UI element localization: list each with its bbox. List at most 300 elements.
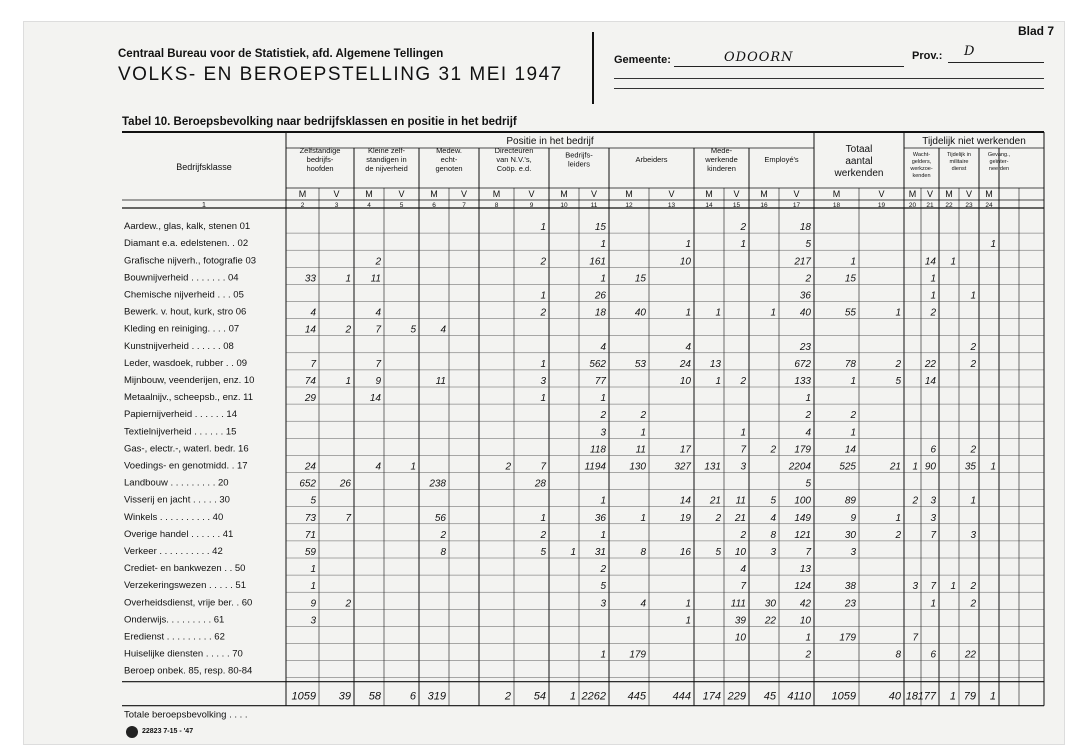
cell-value: 7	[740, 444, 746, 456]
cell-value: 4	[805, 427, 811, 439]
cell-value: 21	[889, 461, 901, 473]
cell-value: 3	[850, 547, 856, 558]
cell-value: 11	[435, 376, 446, 387]
cell-value: 1	[715, 307, 721, 319]
cell-value: 74	[304, 376, 316, 387]
census-title: VOLKS- EN BEROEPSTELLING 31 MEI 1947	[118, 64, 563, 85]
cell-value: 1	[600, 495, 606, 507]
cell-value: 1	[990, 461, 996, 473]
total-value: 58	[368, 690, 381, 703]
cell-value: 15	[844, 273, 856, 285]
cell-value: 1	[540, 358, 546, 370]
cell-value: 15	[634, 273, 646, 285]
cell-value: 6	[930, 649, 936, 661]
cell-value: 2	[850, 410, 856, 422]
cell-value: 2	[740, 222, 746, 234]
cell-value: 29	[304, 393, 316, 405]
cell-value: 4	[375, 307, 381, 319]
cell-value: 8	[770, 529, 776, 541]
cell-value: 22	[964, 649, 976, 661]
positie-header: Positie in het bedrijf	[506, 136, 594, 147]
group-header: Employé's	[764, 155, 799, 164]
total-value: 1059	[831, 690, 856, 703]
mv-header: M	[560, 189, 568, 199]
cell-value: 53	[634, 358, 646, 370]
cell-value: 2	[805, 273, 811, 285]
cell-value: 2	[970, 581, 976, 593]
group-header: Zelfstandige	[299, 146, 341, 155]
mv-header: V	[668, 189, 675, 199]
cell-value: 7	[345, 512, 351, 524]
column-number: 18	[832, 202, 841, 209]
cell-value: 89	[844, 495, 856, 507]
cell-value: 124	[794, 581, 811, 593]
cell-value: 11	[370, 273, 381, 285]
gemeente-value: ODOORN	[724, 50, 794, 65]
cell-value: 2	[505, 461, 511, 473]
cell-value: 1	[310, 564, 316, 576]
cell-value: 100	[794, 495, 811, 507]
cell-value: 2	[540, 307, 546, 319]
cell-value: 1194	[584, 461, 606, 473]
cell-value: 1	[685, 615, 691, 627]
cell-value: 73	[304, 512, 316, 524]
cell-value: 10	[679, 256, 691, 268]
group-header: werkende	[705, 155, 738, 164]
group-header: kinderen	[707, 164, 736, 173]
row-label: Mijnbouw, veenderijen, enz. 10	[124, 375, 255, 386]
mv-header: M	[298, 189, 307, 199]
row-label: Voedings- en genotmidd. . 17	[124, 460, 248, 472]
cell-value: 4	[740, 564, 746, 576]
cell-value: 1	[895, 512, 901, 524]
cell-value: 3	[600, 427, 606, 439]
total-value: 79	[963, 690, 976, 703]
cell-value: 36	[594, 512, 606, 524]
group-header: echt-	[440, 155, 458, 164]
row-label: Leder, wasdoek, rubber . . 09	[124, 357, 248, 369]
cell-value: 1	[930, 598, 936, 610]
cell-value: 5	[540, 547, 546, 558]
row-label: Eredienst . . . . . . . . . 62	[124, 631, 225, 643]
cell-value: 2204	[788, 461, 811, 473]
mv-header: V	[733, 189, 740, 199]
cell-value: 10	[734, 632, 746, 644]
cell-value: 1	[540, 393, 546, 405]
cell-value: 2	[895, 529, 901, 541]
cell-value: 130	[629, 461, 646, 473]
cell-value: 2	[805, 410, 811, 422]
cell-value: 8	[440, 547, 446, 558]
cell-value: 2	[740, 376, 746, 387]
cell-value: 26	[339, 478, 351, 490]
cell-value: 14	[924, 256, 936, 268]
cell-value: 31	[594, 547, 606, 558]
row-label: Aardew., glas, kalk, stenen 01	[124, 221, 251, 233]
cell-value: 1	[930, 273, 936, 285]
cell-value: 2	[805, 649, 811, 661]
row-label: Metaalnijv., scheepsb., enz. 11	[124, 392, 254, 404]
mv-header: V	[926, 189, 934, 199]
cell-value: 133	[794, 376, 811, 387]
cell-value: 1	[570, 547, 576, 558]
column-number: 17	[792, 202, 801, 209]
group-header: bedrijfs-	[306, 155, 334, 164]
cell-value: 1	[685, 239, 691, 251]
total-value: 2	[504, 690, 511, 703]
cell-value: 78	[844, 358, 856, 370]
row-label: Gas-, electr.-, waterl. bedr. 16	[124, 443, 249, 455]
column-number: 21	[926, 202, 934, 209]
cell-value: 24	[679, 358, 691, 370]
cell-value: 1	[770, 307, 776, 319]
cell-value: 3	[970, 529, 976, 541]
cell-value: 1	[970, 290, 976, 302]
column-number: 8	[494, 202, 499, 209]
cell-value: 652	[299, 478, 316, 490]
cell-value: 36	[799, 290, 811, 302]
cell-value: 3	[930, 512, 936, 524]
cell-value: 22	[924, 358, 936, 370]
cell-value: 1	[600, 529, 606, 541]
cell-value: 2	[375, 256, 381, 268]
mv-header: V	[793, 189, 800, 199]
tn-group-header: Tijdelijk in	[947, 152, 971, 158]
cell-value: 1	[600, 393, 606, 405]
mv-header: M	[985, 189, 993, 199]
cell-value: 13	[799, 564, 811, 576]
gemeente-label: Gemeente:	[614, 54, 671, 66]
total-value: 319	[427, 690, 446, 703]
cell-value: 1	[640, 512, 646, 524]
mv-header: V	[528, 189, 535, 199]
cell-value: 4	[685, 341, 691, 353]
cell-value: 179	[839, 632, 856, 644]
cell-value: 2	[540, 256, 546, 268]
cell-value: 1	[310, 581, 316, 593]
cell-value: 3	[912, 581, 918, 593]
mv-header: V	[878, 189, 885, 199]
cell-value: 1	[912, 461, 918, 473]
cell-value: 7	[375, 324, 381, 336]
column-number: 20	[908, 202, 917, 209]
cell-value: 4	[640, 598, 646, 610]
census-form-sheet	[24, 22, 1064, 744]
total-value: 2262	[581, 690, 606, 703]
tn-group-header: werkzoe-	[910, 166, 933, 172]
cell-value: 2	[740, 529, 746, 541]
group-header: de nijverheid	[365, 164, 408, 173]
cell-value: 1	[685, 307, 691, 319]
cell-value: 1	[950, 256, 956, 268]
cell-value: 9	[310, 598, 316, 610]
row-label: Bouwnijverheid . . . . . . . 04	[124, 272, 239, 284]
cell-value: 149	[794, 512, 811, 524]
cell-value: 2	[345, 598, 351, 610]
column-number: 19	[877, 202, 886, 209]
cell-value: 1	[850, 376, 856, 387]
cell-value: 14	[924, 376, 936, 387]
row-label: Bewerk. v. hout, kurk, stro 06	[124, 306, 247, 318]
column-number: 9	[529, 202, 534, 209]
column-number: 15	[732, 202, 741, 209]
cell-value: 23	[799, 341, 811, 353]
group-header: hoofden	[306, 164, 334, 173]
cell-value: 59	[304, 547, 316, 558]
column-number: 4	[367, 202, 371, 209]
mv-header: M	[832, 189, 841, 199]
cell-value: 3	[740, 461, 746, 473]
totaal-header: werkenden	[834, 168, 884, 179]
cell-value: 23	[844, 598, 856, 610]
column-number: 7	[462, 202, 466, 209]
column-number: 13	[667, 202, 676, 209]
cell-value: 1	[850, 427, 856, 439]
group-header: van N.V.'s,	[496, 155, 532, 164]
column-number: 16	[760, 202, 768, 209]
cell-value: 5	[715, 547, 721, 558]
tn-group-header: gelders,	[911, 159, 932, 165]
cell-value: 14	[369, 393, 381, 405]
cell-value: 2	[600, 410, 606, 422]
cell-value: 2	[600, 564, 606, 576]
cell-value: 2	[970, 358, 976, 370]
row-label: Landbouw . . . . . . . . . 20	[124, 477, 229, 489]
cell-value: 90	[924, 461, 936, 473]
cell-value: 1	[740, 239, 746, 251]
cell-value: 1	[685, 598, 691, 610]
cell-value: 7	[930, 529, 936, 541]
cell-value: 22	[764, 615, 776, 627]
cell-value: 1	[970, 495, 976, 507]
group-header: Medew.	[436, 146, 462, 155]
cell-value: 5	[805, 239, 811, 251]
cell-value: 28	[534, 478, 546, 490]
group-header: Directeuren	[494, 146, 534, 155]
row-label: Winkels . . . . . . . . . . 40	[124, 511, 224, 523]
tn-group-header: neerden	[988, 166, 1010, 172]
cell-value: 1	[805, 632, 811, 644]
page-number: Blad 7	[1017, 24, 1054, 38]
cell-value: 16	[679, 547, 691, 558]
totals-label: Totale beroepsbevolking . . . .	[124, 709, 248, 721]
cell-value: 10	[734, 547, 746, 558]
row-label: Overheidsdienst, vrije ber. . 60	[124, 597, 253, 609]
group-header: genoten	[435, 164, 463, 173]
cell-value: 7	[930, 581, 936, 593]
cell-value: 1	[805, 393, 811, 405]
column-number: 1	[202, 202, 206, 209]
total-value: 1	[989, 690, 996, 703]
row-label: Crediet- en bankwezen . . 50	[124, 563, 246, 575]
cell-value: 30	[764, 598, 776, 610]
tijdelijk-header: Tijdelijk niet werkenden	[922, 136, 1026, 147]
cell-value: 2	[970, 598, 976, 610]
cell-value: 2	[440, 529, 446, 541]
cell-value: 1	[345, 273, 351, 285]
cell-value: 3	[770, 547, 776, 558]
total-value: 444	[672, 690, 691, 703]
total-value: 40	[888, 690, 901, 703]
cell-value: 13	[709, 358, 721, 370]
cell-value: 7	[310, 358, 316, 370]
tn-group-header: Wacht-	[912, 152, 931, 158]
cell-value: 7	[805, 547, 811, 558]
row-label: Kleding en reiniging. . . . 07	[124, 323, 240, 335]
column-number: 5	[399, 202, 404, 209]
cell-value: 179	[629, 649, 646, 661]
cell-value: 2	[930, 307, 936, 319]
row-label: Grafische nijverh., fotografie 03	[124, 255, 257, 267]
column-number: 2	[300, 202, 305, 209]
row-label: Verkeer . . . . . . . . . . 42	[124, 546, 223, 557]
cell-value: 5	[600, 581, 606, 593]
cell-value: 1	[540, 290, 546, 302]
cell-value: 2	[970, 341, 976, 353]
cell-value: 2	[770, 444, 776, 456]
total-value: 1	[569, 690, 576, 703]
cell-value: 17	[679, 444, 691, 456]
cell-value: 5	[310, 495, 316, 507]
cell-value: 55	[844, 307, 856, 319]
statistics-table	[24, 22, 1064, 744]
cell-value: 24	[304, 461, 316, 473]
group-header: Arbeiders	[635, 155, 668, 164]
total-value: 1059	[291, 690, 316, 703]
cell-value: 7	[912, 632, 918, 644]
cell-value: 525	[839, 461, 856, 473]
mv-header: M	[760, 189, 768, 199]
cell-value: 71	[304, 529, 316, 541]
organization-name: Centraal Bureau voor de Statistiek, afd. Algemene Tellingen	[118, 48, 444, 60]
cell-value: 1	[950, 581, 956, 593]
cell-value: 3	[310, 615, 316, 627]
column-number: 12	[625, 202, 633, 209]
bedrijfsklasse-header: Bedrijfsklasse	[176, 162, 232, 172]
mv-header: M	[945, 189, 953, 199]
column-number: 14	[705, 202, 713, 209]
cell-value: 6	[930, 444, 936, 456]
cell-value: 3	[540, 376, 546, 387]
total-value: 1	[949, 690, 956, 703]
totaal-header: aantal	[845, 156, 873, 167]
tn-group-header: geïnter-	[989, 159, 1009, 165]
row-label: Diamant e.a. edelstenen. . 02	[124, 238, 249, 250]
cell-value: 1	[895, 307, 901, 319]
row-label: Visserij en jacht . . . . . 30	[124, 494, 230, 506]
row-label: Papiernijverheid . . . . . . 14	[124, 409, 238, 421]
mv-header: V	[965, 189, 973, 199]
cell-value: 15	[594, 222, 606, 234]
cell-value: 4	[600, 341, 606, 353]
column-number: 10	[560, 202, 568, 209]
cell-value: 10	[679, 376, 691, 387]
row-label: Textielnijverheid . . . . . . 15	[124, 426, 237, 438]
mv-header: V	[590, 189, 598, 199]
cell-value: 18	[799, 222, 811, 234]
row-label: Beroep onbek. 85, resp. 80-84	[124, 665, 253, 677]
cell-value: 1	[740, 427, 746, 439]
cell-value: 1	[850, 256, 856, 268]
cell-value: 2	[912, 495, 918, 507]
cell-value: 35	[964, 461, 976, 473]
cell-value: 3	[930, 495, 936, 507]
cell-value: 7	[375, 358, 381, 370]
cell-value: 5	[410, 324, 416, 336]
cell-value: 18	[594, 307, 606, 319]
cell-value: 161	[589, 256, 606, 268]
cell-value: 121	[794, 529, 811, 541]
column-number: 22	[945, 202, 953, 209]
cell-value: 327	[674, 461, 691, 473]
cell-value: 3	[600, 598, 606, 610]
mv-header: V	[460, 189, 468, 199]
cell-value: 40	[799, 307, 811, 319]
group-header: Kleine zelf-	[367, 146, 406, 155]
cell-value: 1	[540, 512, 546, 524]
total-value: 445	[627, 690, 646, 703]
group-header: Coöp. e.d.	[496, 164, 532, 173]
province-label: Prov.:	[912, 50, 943, 62]
total-value: 18	[905, 690, 918, 703]
cell-value: 1	[540, 222, 546, 234]
cell-value: 8	[640, 547, 646, 558]
mv-header: V	[333, 189, 340, 199]
cell-value: 562	[589, 358, 606, 370]
column-number: 3	[334, 202, 339, 209]
cell-value: 5	[805, 478, 811, 490]
cell-value: 131	[704, 461, 721, 473]
cell-value: 4	[310, 307, 316, 319]
table-title: Tabel 10. Beroepsbevolking naar bedrijfsklassen en positie in het bedrijf	[122, 116, 517, 128]
cell-value: 217	[794, 256, 811, 268]
cell-value: 1	[345, 376, 351, 387]
cell-value: 1	[640, 427, 646, 439]
cell-value: 1	[600, 239, 606, 251]
group-header: leiders	[567, 159, 591, 169]
total-value: 6	[409, 690, 416, 703]
row-label: Verzekeringswezen . . . . . 51	[124, 580, 246, 592]
cell-value: 238	[429, 478, 446, 490]
cell-value: 5	[770, 495, 776, 507]
cell-value: 2	[970, 444, 976, 456]
cell-value: 1	[600, 649, 606, 661]
row-label: Huiselijke diensten . . . . . 70	[124, 648, 243, 660]
group-header: Mede-	[710, 146, 733, 155]
cell-value: 1	[930, 290, 936, 302]
cell-value: 9	[850, 512, 856, 524]
cell-value: 118	[590, 444, 606, 456]
row-label: Kunstnijverheid . . . . . . 08	[124, 340, 234, 352]
cell-value: 179	[794, 444, 811, 456]
cell-value: 21	[734, 512, 746, 524]
cell-value: 77	[594, 376, 606, 387]
cell-value: 39	[734, 615, 746, 627]
cell-value: 672	[794, 358, 811, 370]
cell-value: 2	[345, 324, 351, 336]
cell-value: 42	[799, 598, 811, 610]
mv-header: M	[365, 189, 373, 199]
mv-header: M	[908, 189, 917, 199]
mv-header: M	[625, 189, 633, 199]
cell-value: 11	[635, 444, 646, 456]
printer-logo-icon	[126, 726, 138, 738]
cell-value: 4	[375, 461, 381, 473]
tn-group-header: militaire	[949, 159, 969, 165]
total-value: 177	[917, 690, 936, 703]
total-value: 4110	[787, 690, 811, 703]
totaal-header: Totaal	[845, 144, 873, 155]
